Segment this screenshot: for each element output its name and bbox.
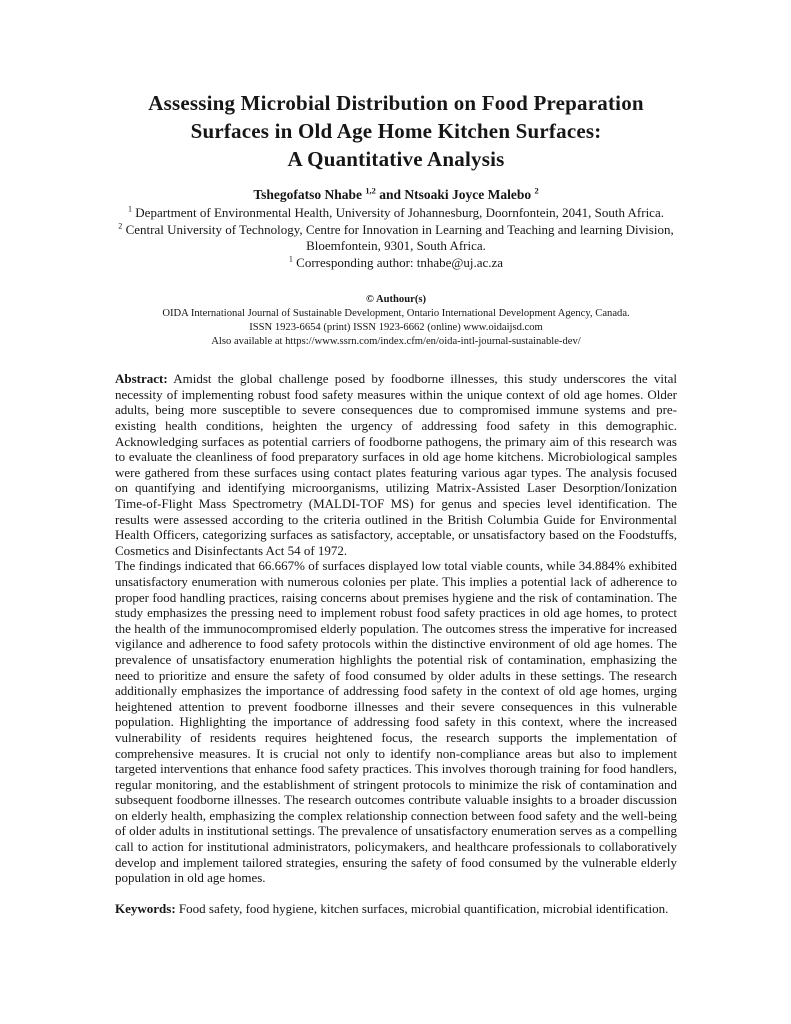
availability-line: Also available at https://www.ssrn.com/index.cfm/en/oida-intl-journal-sustainable-dev/: [211, 335, 581, 347]
affiliations-block: [115, 205, 677, 273]
authors-connector: and: [379, 186, 401, 202]
keywords-section: [115, 901, 677, 917]
affiliation-line-2: [115, 222, 677, 256]
abstract-paragraph-1-text: Amidst the global challenge posed by foodborne illnesses, this study underscores the vital necessity of implementing robust food safety measures within the unique context of old age homes. Older adults, being more susceptible to severe consequences due to compromised immune systems and pre-existing health conditions, heighten the urgency of addressing food safety in this demographic. Acknowledging surfaces as potential carriers of foodborne pathogens, the primary aim of this research was to evaluate the cleanliness of food preparatory surfaces in old age home kitchens. Microbiological samples were gathered from these surfaces using contact plates featuring various agar types. The analysis focused on quantifying and identifying microorganisms, utilizing Matrix-Assisted Laser Desorption/Ionization Time-of-Flight Mass Spectrometry (MALDI-TOF MS) for genus and species level identification. The results were assessed according to the criteria outlined in the British Columbia Guide for Environmental Health Officers, categorizing surfaces as satisfactory, acceptable, or unsatisfactory based on the Foodstuffs, Cosmetics and Disinfectants Act 54 of 1972.: [115, 371, 677, 558]
affiliation-1-marker: 1: [128, 204, 133, 214]
author-1-affiliation-marker: 1,2: [365, 186, 376, 196]
affiliation-1-text: Department of Environmental Health, University of Johannesburg, Doornfontein, 2041, South Africa.: [135, 204, 664, 220]
affiliation-line-1: [115, 205, 677, 222]
abstract-paragraph-1: [115, 371, 677, 558]
publisher-block: [115, 293, 677, 348]
author-2-affiliation-marker: 2: [534, 186, 539, 196]
authors-line: [115, 187, 677, 204]
paper-title-line-3: A Quantitative Analysis: [287, 146, 505, 171]
corresponding-author-text: Corresponding author: tnhabe@uj.ac.za: [296, 255, 504, 271]
author-name-2: Ntsoaki Joyce Malebo: [404, 186, 532, 202]
paper-title-line-1: Assessing Microbial Distribution on Food Preparation: [148, 91, 644, 115]
keywords-text: Food safety, food hygiene, kitchen surfaces, microbial quantification, microbial identification.: [178, 900, 669, 916]
corresponding-author-marker: 1: [288, 254, 293, 264]
author-name-1: Tshegofatso Nhabe: [253, 186, 362, 202]
keywords-line: [115, 901, 677, 917]
journal-line: OIDA International Journal of Sustainable Development, Ontario International Development Agency, Canada.: [162, 307, 630, 319]
paper-title: [115, 90, 677, 174]
abstract-section: [115, 371, 677, 886]
affiliation-2-marker: 2: [118, 221, 123, 231]
abstract-label: Abstract:: [115, 371, 168, 387]
copyright-line: © Authour(s): [365, 294, 426, 306]
issn-line: ISSN 1923-6654 (print) ISSN 1923-6662 (online) www.oidaijsd.com: [249, 321, 543, 333]
keywords-label: Keywords:: [115, 900, 176, 916]
corresponding-author-line: [115, 255, 677, 272]
abstract-paragraph-2: The findings indicated that 66.667% of surfaces displayed low total viable counts, while 34.884% exhibited unsatisfactory enumeration with numerous colonies per plate. This implies a potential lack of adherence to proper food handling practices, raising concerns about premises hygiene and the risk of contamination. The study emphasizes the pressing need to implement robust food safety practices in old age homes, to protect the health of the immunocompromised elderly population. The outcomes stress the imperative for increased vigilance and adherence to food safety protocols within the distinctive environment of old age homes. The prevalence of unsatisfactory enumeration highlights the potential risk of contamination, emphasizing the need to prioritize and ensure the safety of food consumed by older adults in these settings. The research additionally emphasizes the importance of addressing food safety in the context of old age homes, urging heightened attention to prevent foodborne illnesses and their severe consequences in this vulnerable population. Highlighting the importance of addressing food safety in this context, where the increased vulnerability of residents requires heightened focus, the research supports the implementation of comprehensive measures. It is crucial not only to identify non-compliance areas but also to implement targeted interventions that enhance food safety practices. This involves thorough training for food handlers, regular monitoring, and the establishment of stringent protocols to minimize the risk of contamination and subsequent foodborne illnesses. The research outcomes contribute valuable insights to a broader discussion on elderly health, emphasizing the complex relationship connection between food safety and the well-being of older adults in institutional settings. The prevalence of unsatisfactory enumeration serves as a compelling call to action for institutional administrators, policymakers, and healthcare professionals to collaboratively develop and implement tailored strategies, ensuring the safety of food consumed by the vulnerable elderly population in old age homes.: [115, 558, 677, 886]
paper-title-line-2: Surfaces in Old Age Home Kitchen Surfaces:: [190, 118, 602, 143]
affiliation-2-text: Central University of Technology, Centre for Innovation in Learning and Teaching and learning Division, Bloemfontein, 9301, South Africa.: [125, 221, 674, 254]
